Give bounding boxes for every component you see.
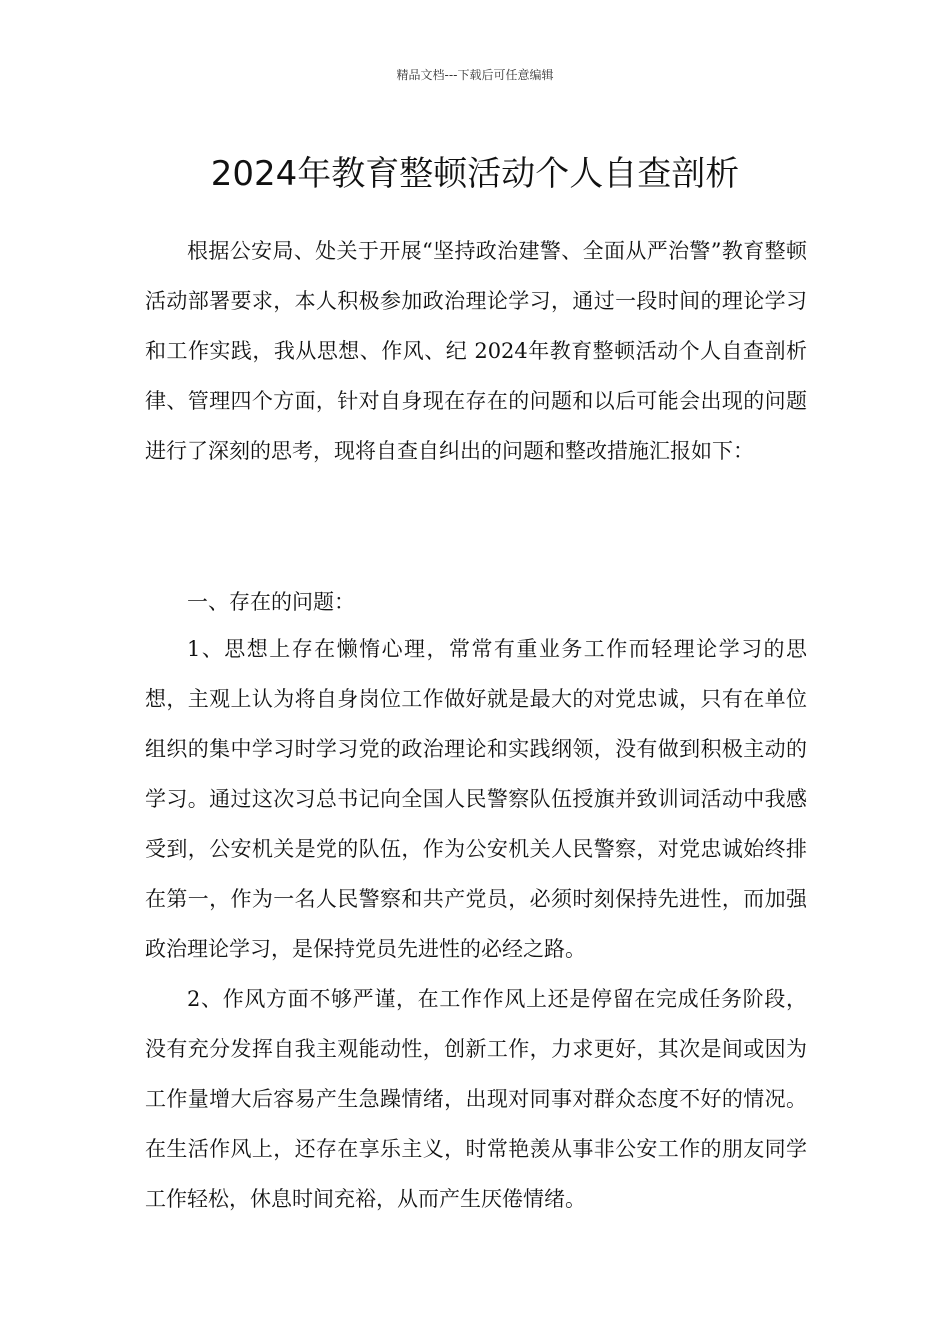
section-heading: 一、存在的问题： [187, 590, 355, 614]
document-title: 2024年教育整顿活动个人自查剖析 [210, 153, 740, 194]
problem-item-1: 1、思想上存在懒惰心理，常常有重业务工作而轻理论学习的思想，主观上认为将自身岗位工作做好就是最大的对党忠诚，只有在单位组织的集中学习时学习党的政治理论和实践纲领，没有做到积极主动的学习。通过这次习总书记向全国人民警察队伍授旗并致训词活动中我感受到，公安机关是党的队伍，作为公安机关人民警察，对党忠诚始终排在第一，作为一名人民警察和共产党员，必须时刻保持先进性，而加强政治理论学习，是保持党员先进性的必经之路。 [145, 637, 807, 961]
intro-paragraph: 根据公安局、处关于开展“坚持政治建警、全面从严治警”教育整顿活动部署要求，本人积极参加政治理论学习，通过一段时间的理论学习和工作实践，我从思想、作风、纪 2024年教育整顿活动个人自查剖析律、管理四个方面，针对自身现在存在的问题和以后可能会出现的问题进行了深刻的思考，现将自查自纠出的问题和整改措施汇报如下： [145, 239, 807, 463]
problem-item-2: 2、作风方面不够严谨，在工作作风上还是停留在完成任务阶段，没有充分发挥自我主观能动性，创新工作，力求更好，其次是间或因为工作量增大后容易产生急躁情绪，出现对同事对群众态度不好的情况。在生活作风上，还存在享乐主义，时常艳羡从事非公安工作的朋友同学工作轻松，休息时间充裕，从而产生厌倦情绪。 [145, 987, 807, 1211]
page-header-note: 精品文档---下载后可任意编辑 [396, 68, 554, 82]
